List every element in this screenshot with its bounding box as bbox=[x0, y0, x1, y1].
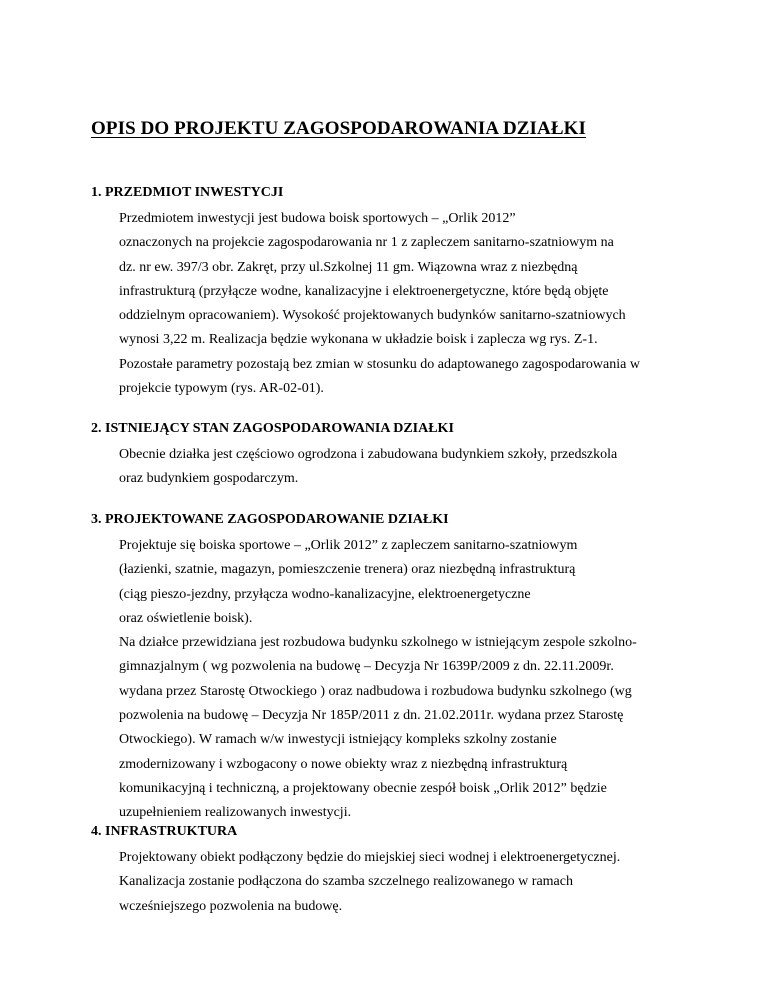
document-title: OPIS DO PROJEKTU ZAGOSPODAROWANIA DZIAŁKI bbox=[91, 118, 587, 139]
section-body bbox=[91, 846, 691, 919]
section-body bbox=[91, 443, 691, 492]
paragraph-line: Projektuje się boiska sportowe – „Orlik 2012” z zapleczem sanitarno-szatniowym bbox=[119, 538, 578, 553]
paragraph-line: Przedmiotem inwestycji jest budowa boisk sportowych – „Orlik 2012” bbox=[119, 211, 516, 226]
paragraph-line: (łazienki, szatnie, magazyn, pomieszczenie trenera) oraz niezbędną infrastrukturą bbox=[119, 562, 576, 578]
section-projektowane-zagospodarowanie bbox=[91, 511, 691, 826]
section-heading: 1. PRZEDMIOT INWESTYCJI bbox=[91, 185, 284, 200]
paragraph-line: gimnazjalnym ( wg pozwolenia na budowę – Decyzja Nr 1639P/2009 z dn. 22.11.2009r. bbox=[119, 659, 614, 675]
paragraph-line: wynosi 3,22 m. Realizacja będzie wykonana w układzie boisk i zaplecza wg rys. Z-1. bbox=[119, 332, 598, 348]
paragraph-line: oraz oświetlenie boisk). bbox=[119, 610, 253, 626]
paragraph-line: Projektowany obiekt podłączony będzie do miejskiej sieci wodnej i elektroenergetycznej. bbox=[119, 850, 621, 865]
paragraph-line: zmodernizowany i wzbogacony o nowe obiekty wraz z niezbędną infrastrukturą bbox=[119, 756, 568, 772]
section-infrastruktura bbox=[91, 823, 691, 919]
section-heading: 3. PROJEKTOWANE ZAGOSPODAROWANIE DZIAŁKI bbox=[91, 512, 449, 527]
paragraph-line: Kanalizacja zostanie podłączona do szamba szczelnego realizowanego w ramach bbox=[119, 874, 573, 890]
paragraph-line: wydana przez Starostę Otwockiego ) oraz nadbudowa i rozbudowa budynku szkolnego (wg bbox=[119, 683, 632, 699]
paragraph-line: Obecnie działka jest częściowo ogrodzona i zabudowana budynkiem szkoły, przedszkola bbox=[119, 447, 618, 462]
paragraph-line: oddzielnym opracowaniem). Wysokość projektowanych budynków sanitarno-szatniowych bbox=[119, 308, 626, 324]
section-body bbox=[91, 207, 691, 401]
section-heading: 4. INFRASTRUKTURA bbox=[91, 824, 238, 839]
paragraph-line: oraz budynkiem gospodarczym. bbox=[119, 471, 299, 487]
paragraph-line: Na działce przewidziana jest rozbudowa budynku szkolnego w istniejącym zespole szkolno- bbox=[119, 635, 637, 651]
section-heading: 2. ISTNIEJĄCY STAN ZAGOSPODAROWANIA DZIAŁKI bbox=[91, 421, 454, 436]
section-istniejacy-stan bbox=[91, 420, 691, 492]
section-body bbox=[91, 534, 691, 826]
paragraph-line: Pozostałe parametry pozostają bez zmian w stosunku do adaptowanego zagospodarowania w bbox=[119, 356, 640, 372]
paragraph-line: komunikacyjną i techniczną, a projektowany obecnie zespół boisk „Orlik 2012” będzie bbox=[119, 780, 607, 796]
section-przedmiot-inwestycji bbox=[91, 184, 691, 401]
paragraph-line: projekcie typowym (rys. AR-02-01). bbox=[119, 381, 324, 397]
paragraph-line: uzupełnieniem realizowanych inwestycji. bbox=[119, 805, 352, 821]
paragraph-line: (ciąg pieszo-jezdny, przyłącza wodno-kanalizacyjne, elektroenergetyczne bbox=[119, 586, 531, 602]
paragraph-line: wcześniejszego pozwolenia na budowę. bbox=[119, 898, 343, 914]
paragraph-line: oznaczonych na projekcie zagospodarowania nr 1 z zapleczem sanitarno-szatniowym na bbox=[119, 235, 614, 251]
paragraph-line: pozwolenia na budowę – Decyzja Nr 185P/2011 z dn. 21.02.2011r. wydana przez Starostę bbox=[119, 708, 624, 724]
paragraph-line: Otwockiego). W ramach w/w inwestycji istniejący kompleks szkolny zostanie bbox=[119, 732, 557, 748]
paragraph-line: infrastrukturą (przyłącze wodne, kanalizacyjne i elektroenergetyczne, które będą objęte bbox=[119, 283, 609, 299]
paragraph-line: dz. nr ew. 397/3 obr. Zakręt, przy ul.Szkolnej 11 gm. Wiązowna wraz z niezbędną bbox=[119, 259, 578, 275]
